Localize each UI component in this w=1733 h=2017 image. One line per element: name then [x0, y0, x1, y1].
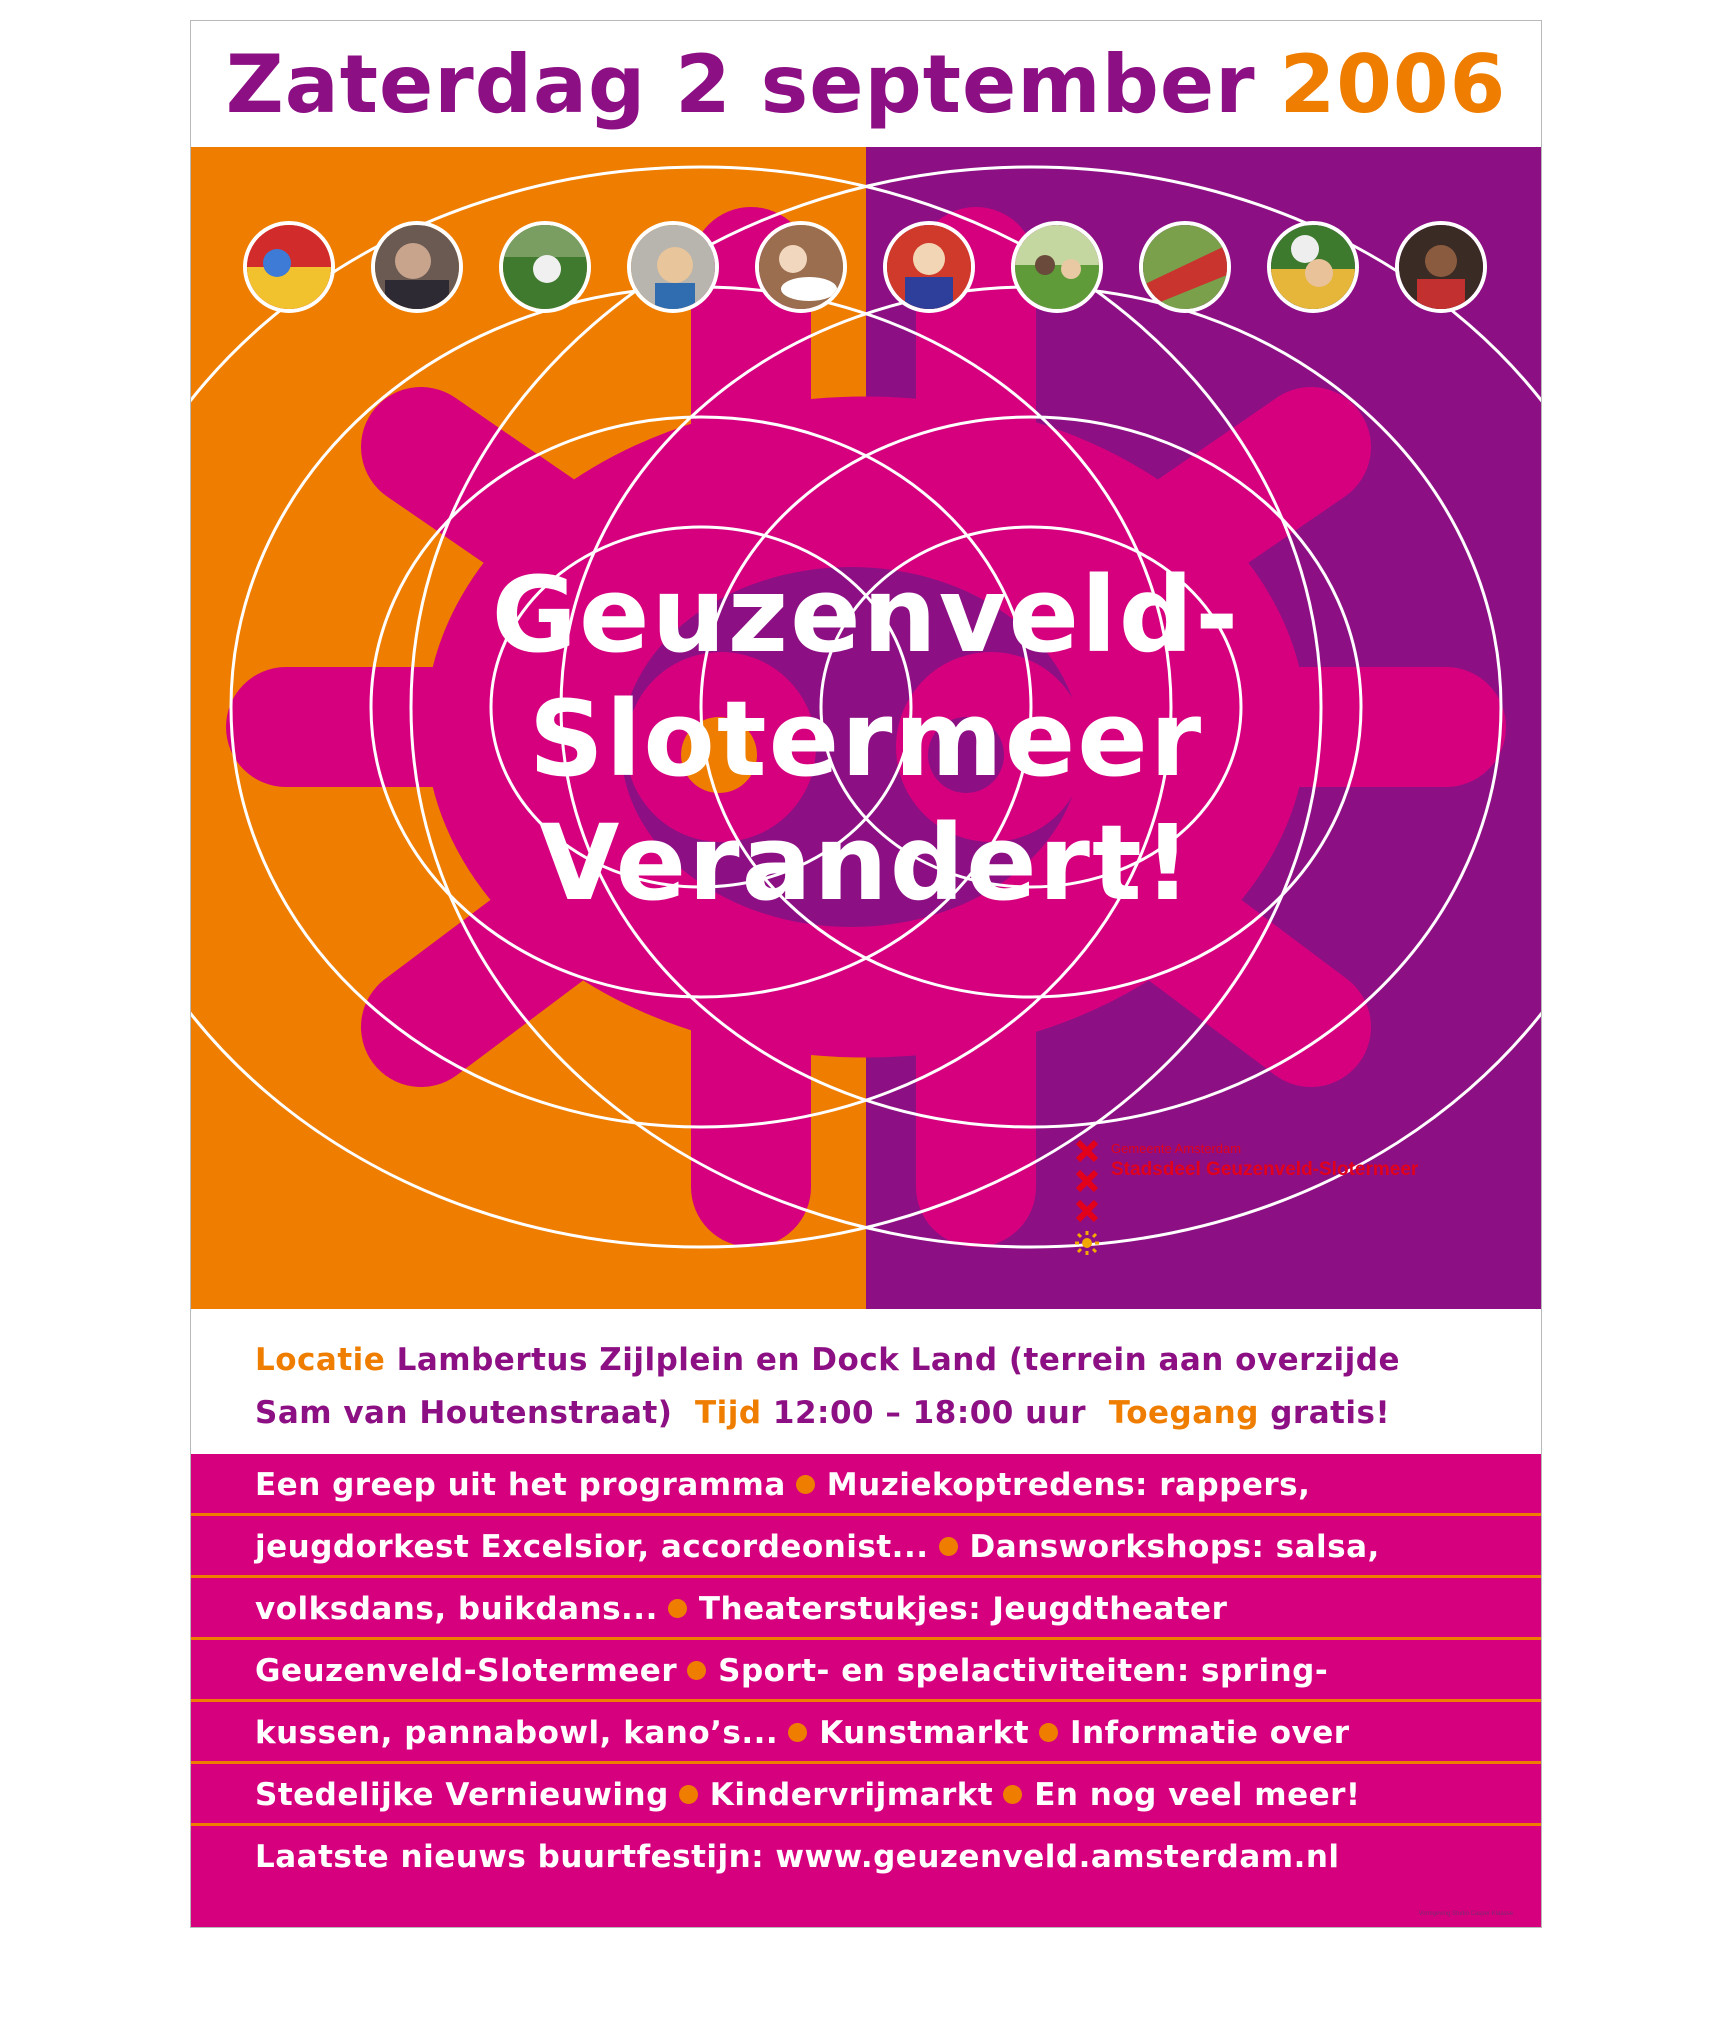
headline-line-3: Verandert!	[538, 802, 1194, 924]
photo-5	[883, 221, 975, 313]
info-line-2	[255, 1387, 1541, 1440]
date-year: 2006	[1279, 37, 1507, 131]
logo-municipality: Gemeente Amsterdam	[1111, 1141, 1242, 1156]
photo-2	[499, 221, 591, 313]
poster	[190, 20, 1542, 1928]
program-text: Kunstmarkt	[819, 1715, 1030, 1751]
photo-4	[755, 221, 847, 313]
photo-9	[1395, 221, 1487, 313]
time-label: Tijd	[695, 1395, 762, 1431]
photo-7	[1139, 221, 1231, 313]
photo-3	[627, 221, 719, 313]
program-text: Dansworkshops: salsa,	[969, 1529, 1380, 1565]
x-cross-icon	[1075, 1169, 1099, 1193]
photo-5-image	[887, 225, 971, 309]
event-date	[191, 21, 1541, 147]
program-text: Theaterstukjes: Jeugdtheater	[698, 1591, 1228, 1627]
bullet-dot	[1003, 1785, 1022, 1804]
program-line-4	[191, 1640, 1541, 1702]
bullet-dot	[679, 1785, 698, 1804]
program-text: kussen, pannabowl, kano’s...	[255, 1715, 779, 1751]
bullet-dot	[796, 1475, 815, 1494]
program-text: Informatie over	[1070, 1715, 1350, 1751]
program-text: volksdans, buikdans...	[255, 1591, 658, 1627]
headline	[191, 553, 1541, 925]
info-line-1	[255, 1334, 1541, 1387]
program-line-3	[191, 1578, 1541, 1640]
access-text: gratis!	[1270, 1395, 1391, 1431]
program-text: Stedelijke Vernieuwing	[255, 1777, 669, 1813]
program-line-7	[191, 1826, 1541, 1888]
program-section	[191, 1454, 1541, 1927]
x-cross-icon	[1075, 1199, 1099, 1223]
photo-9-image	[1399, 225, 1483, 309]
photo-4-image	[759, 225, 843, 309]
program-text: Kindervrijmarkt	[709, 1777, 994, 1813]
program-text: En nog veel meer!	[1034, 1777, 1361, 1813]
bullet-dot	[1039, 1723, 1058, 1742]
bullet-dot	[687, 1661, 706, 1680]
photo-6-image	[1015, 225, 1099, 309]
location-label: Locatie	[255, 1342, 386, 1378]
photo-7-image	[1143, 225, 1227, 309]
festival-website: Laatste nieuws buurtfestijn: www.geuzenveld.amsterdam.nl	[255, 1839, 1340, 1875]
program-line-2	[191, 1516, 1541, 1578]
time-text: 12:00 – 18:00 uur	[772, 1395, 1087, 1431]
headline-line-2: Slotermeer	[528, 678, 1204, 800]
photo-0-image	[247, 225, 331, 309]
photo-0	[243, 221, 335, 313]
event-info	[191, 1309, 1541, 1454]
photo-1	[371, 221, 463, 313]
program-text: Een greep uit het programma	[255, 1467, 786, 1503]
amsterdam-logo	[1071, 1139, 1491, 1284]
design-credit: Vormgeving Studio Casper Klaasse	[1418, 1911, 1513, 1917]
bullet-dot	[668, 1599, 687, 1618]
headline-line-1: Geuzenveld-	[491, 554, 1241, 676]
photo-8-image	[1271, 225, 1355, 309]
bullet-dot	[788, 1723, 807, 1742]
location-text-1: Lambertus Zijlplein en Dock Land (terrein aan overzijde	[396, 1342, 1400, 1378]
x-cross-icon	[1075, 1139, 1099, 1163]
bullet-dot	[939, 1537, 958, 1556]
program-line-6	[191, 1764, 1541, 1826]
access-label: Toegang	[1108, 1395, 1259, 1431]
logo-district: Stadsdeel Geuzenveld-Slotermeer	[1111, 1159, 1419, 1180]
photo-1-image	[375, 225, 459, 309]
photo-8	[1267, 221, 1359, 313]
date-text: Zaterdag 2 september	[225, 37, 1256, 131]
program-text: jeugdorkest Excelsior, accordeonist...	[255, 1529, 929, 1565]
sun-icon	[1075, 1231, 1099, 1255]
program-text: Sport- en spelactiviteiten: spring-	[718, 1653, 1329, 1689]
program-line-1	[191, 1454, 1541, 1516]
photo-2-image	[503, 225, 587, 309]
program-line-5	[191, 1702, 1541, 1764]
program-text: Muziekoptredens: rappers,	[826, 1467, 1311, 1503]
location-text-2: Sam van Houtenstraat)	[255, 1395, 673, 1431]
program-text: Geuzenveld-Slotermeer	[255, 1653, 678, 1689]
photo-6	[1011, 221, 1103, 313]
photo-row	[191, 221, 1541, 313]
photo-3-image	[631, 225, 715, 309]
